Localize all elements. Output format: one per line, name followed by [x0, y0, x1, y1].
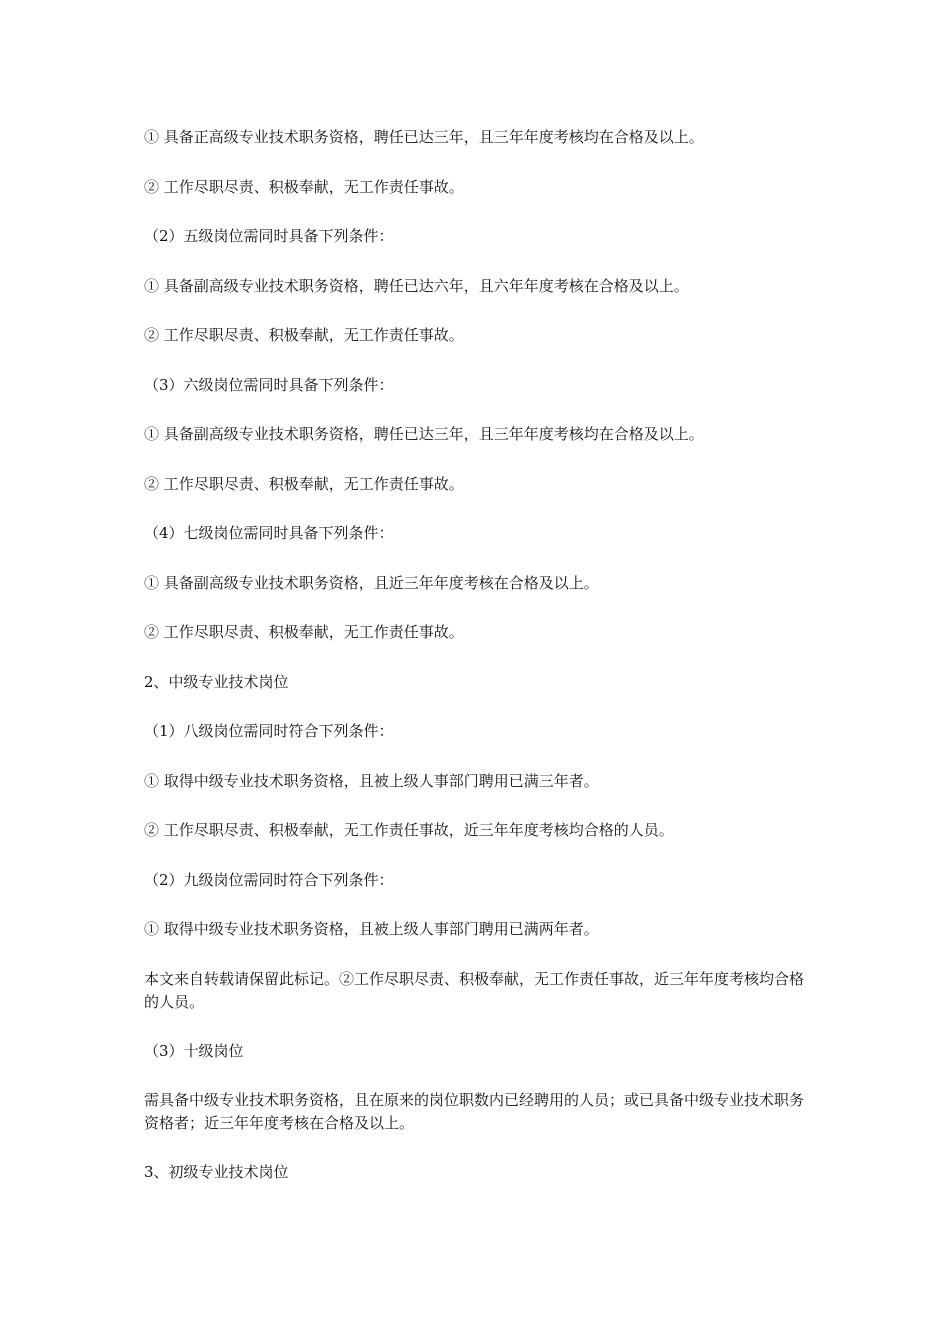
section-heading: 2、中级专业技术岗位 — [144, 672, 289, 691]
paragraph: ② 工作尽职尽责、积极奉献，无工作责任事故，近三年年度考核均合格的人员。 — [144, 821, 674, 839]
paragraph: ② 工作尽职尽责、积极奉献，无工作责任事故。 — [144, 474, 464, 493]
section-heading: 3、初级专业技术岗位 — [144, 1163, 289, 1181]
paragraph: ① 具备副高级专业技术职务资格，聘任已达三年，且三年年度考核均在合格及以上。 — [144, 425, 704, 443]
paragraph: （2）九级岗位需同时符合下列条件： — [144, 870, 394, 889]
paragraph: ② 工作尽职尽责、积极奉献，无工作责任事故。 — [144, 326, 464, 344]
paragraph: ① 具备副高级专业技术职务资格，聘任已达六年，且六年年度考核在合格及以上。 — [144, 276, 689, 295]
paragraph: （2）五级岗位需同时具备下列条件： — [144, 227, 394, 245]
paragraph: （4）七级岗位需同时具备下列条件： — [144, 524, 394, 542]
paragraph: ② 工作尽职尽责、积极奉献，无工作责任事故。 — [144, 623, 464, 641]
paragraph: 本文来自转载请保留此标记。②工作尽职尽责、积极奉献，无工作责任事故，近三年年度考核均合格的人员。 — [144, 969, 805, 1011]
paragraph: 需具备中级专业技术职务资格，且在原来的岗位职数内已经聘用的人员；或已具备中级专业技术职务资格者；近三年年度考核在合格及以上。 — [144, 1091, 805, 1132]
document-page — [144, 126, 814, 1211]
paragraph: ① 具备正高级专业技术职务资格，聘任已达三年，且三年年度考核均在合格及以上。 — [144, 128, 704, 146]
paragraph: ① 取得中级专业技术职务资格，且被上级人事部门聘用已满三年者。 — [144, 771, 599, 790]
paragraph: ① 具备副高级专业技术职务资格，且近三年年度考核在合格及以上。 — [144, 573, 599, 592]
paragraph: ② 工作尽职尽责、积极奉献，无工作责任事故。 — [144, 177, 464, 196]
paragraph: （1）八级岗位需同时符合下列条件： — [144, 722, 394, 740]
paragraph: （3）六级岗位需同时具备下列条件： — [144, 375, 394, 394]
paragraph: ① 取得中级专业技术职务资格，且被上级人事部门聘用已满两年者。 — [144, 920, 599, 938]
paragraph: （3）十级岗位 — [144, 1041, 244, 1060]
